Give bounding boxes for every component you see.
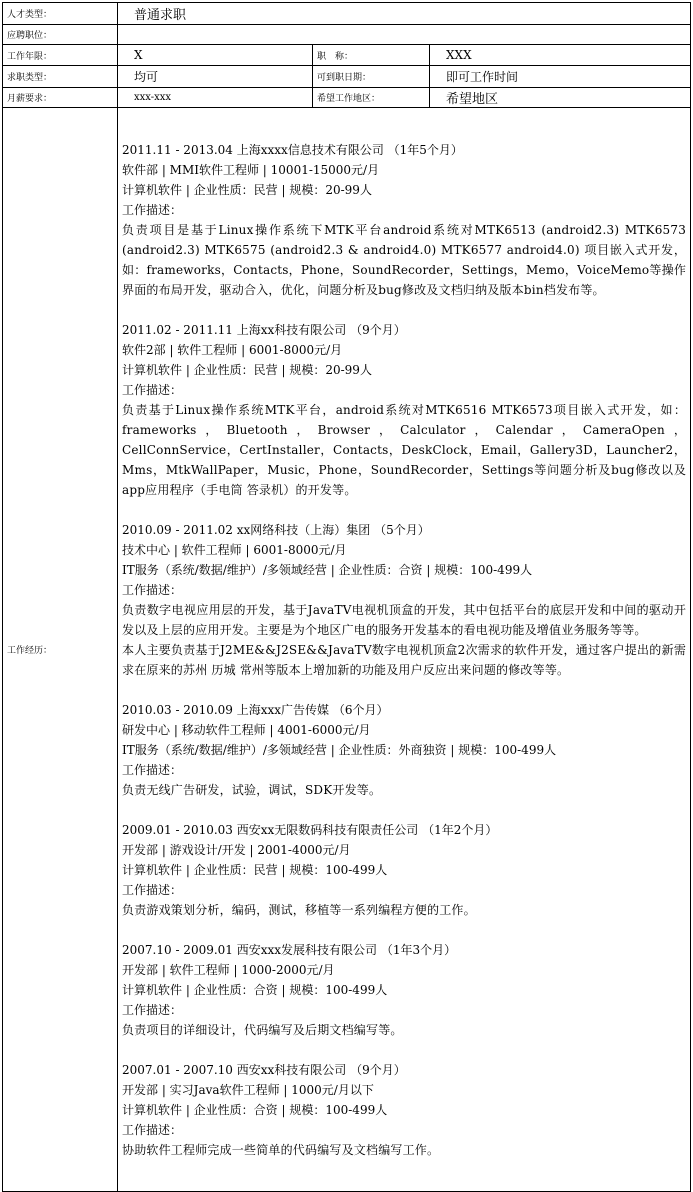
job-header: 2011.11 - 2013.04 上海xxxx信息技术有限公司 （1年5个月） bbox=[122, 142, 463, 157]
job-company-info: 计算机软件 | 企业性质：合资 | 规模：100-499人 bbox=[122, 1102, 388, 1117]
row-work-experience bbox=[3, 108, 691, 1192]
job-header: 2007.01 - 2007.10 西安xx科技有限公司 （9个月） bbox=[122, 1062, 406, 1077]
job-desc: 负责项目的详细设计，代码编写及后期文档编写等。 bbox=[122, 1022, 403, 1037]
job-desc-title: 工作描述： bbox=[122, 762, 183, 777]
job-company-info: IT服务（系统/数据/维护）/多领域经营 | 企业性质：外商独资 | 规模：100-499人 bbox=[122, 742, 557, 757]
job-desc-title: 工作描述： bbox=[122, 1002, 183, 1017]
available-date-label: 可到职日期： bbox=[313, 66, 430, 88]
work-years-value: X bbox=[118, 45, 313, 66]
job-header: 2007.10 - 2009.01 西安xxx发展科技有限公司 （1年3个月） bbox=[122, 942, 457, 957]
preferred-region-value: 希望地区 bbox=[430, 88, 691, 108]
job-desc: 本人主要负责基于J2ME&&J2SE&&JavaTV数字电视机顶盒2次需求的软件开发，通过客户提出的新需求在原来的苏州 历城 常州等版本上增加新的功能及用户反应出来问题的修改等等。 bbox=[122, 642, 687, 677]
job-header: 2010.03 - 2010.09 上海xxx广告传媒 （6个月） bbox=[122, 702, 389, 717]
title-value: XXX bbox=[430, 45, 691, 66]
job-company-info: 计算机软件 | 企业性质：民营 | 规模：20-99人 bbox=[122, 362, 372, 377]
preferred-region-label: 希望工作地区： bbox=[313, 88, 430, 108]
job-entry bbox=[122, 700, 686, 800]
job-header: 2011.02 - 2011.11 上海xx科技有限公司 （9个月） bbox=[122, 322, 406, 337]
title-label: 职 称： bbox=[313, 45, 430, 66]
job-type-value: 均可 bbox=[118, 66, 313, 88]
job-company-info: 计算机软件 | 企业性质：合资 | 规模：100-499人 bbox=[122, 982, 388, 997]
job-desc: 负责基于Linux操作系统MTK平台，android系统对MTK6516 MTK6573项目嵌入式开发，如：frameworks，Bluetooth，Browser，Calculator，Calendar，CameraOpen，CellConnService，CertInstaller，Contacts，DeskClock，Email，Gallery3D，Launcher2，Mms，MtkWallPaper，Music，Phone，SoundRecorder，Settings等问题分析及bug修改以及app应用程序（手电筒 答录机）的开发等。 bbox=[122, 402, 687, 497]
resume-table bbox=[2, 2, 691, 1192]
job-entry bbox=[122, 520, 686, 680]
job-entry bbox=[122, 940, 686, 1040]
job-company-info: 计算机软件 | 企业性质：民营 | 规模：20-99人 bbox=[122, 182, 372, 197]
job-desc-title: 工作描述： bbox=[122, 882, 183, 897]
job-desc: 负责数字电视应用层的开发，基于JavaTV电视机顶盒的开发，其中包括平台的底层开发和中间的驱动开发以及上层的应用开发。主要是为个地区广电的服务开发基本的看电视功能及增值业务服务等等。 bbox=[122, 602, 687, 637]
job-position: 开发部 | 实习Java软件工程师 | 1000元/月以下 bbox=[122, 1082, 374, 1097]
applied-position-value bbox=[118, 25, 691, 45]
job-position: 开发部 | 软件工程师 | 1000-2000元/月 bbox=[122, 962, 335, 977]
row-salary bbox=[3, 88, 691, 108]
talent-type-label: 人才类型： bbox=[3, 3, 118, 25]
job-type-label: 求职类型： bbox=[3, 66, 118, 88]
job-entry bbox=[122, 140, 686, 300]
job-position: 软件部 | MMI软件工程师 | 10001-15000元/月 bbox=[122, 162, 380, 177]
job-desc-title: 工作描述： bbox=[122, 382, 183, 397]
job-position: 软件2部 | 软件工程师 | 6001-8000元/月 bbox=[122, 342, 343, 357]
row-applied-position bbox=[3, 25, 691, 45]
job-desc: 负责无线广告研发，试验，调试，SDK开发等。 bbox=[122, 782, 382, 797]
job-header: 2010.09 - 2011.02 xx网络科技（上海）集团 （5个月） bbox=[122, 522, 430, 537]
job-desc-title: 工作描述： bbox=[122, 202, 183, 217]
salary-label: 月薪要求： bbox=[3, 88, 118, 108]
job-desc: 负责游戏策划分析，编码，测试，移植等一系列编程方便的工作。 bbox=[122, 902, 476, 917]
job-entry bbox=[122, 820, 686, 920]
job-entry bbox=[122, 1060, 686, 1160]
salary-value: xxx-xxx bbox=[118, 88, 313, 108]
row-work-years bbox=[3, 45, 691, 66]
job-desc: 协助软件工程师完成一些简单的代码编写及文档编写工作。 bbox=[122, 1142, 440, 1157]
job-position: 研发中心 | 移动软件工程师 | 4001-6000元/月 bbox=[122, 722, 371, 737]
work-years-label: 工作年限： bbox=[3, 45, 118, 66]
row-talent-type bbox=[3, 3, 691, 25]
work-experience-label: 工作经历： bbox=[3, 108, 118, 1192]
applied-position-label: 应聘职位： bbox=[3, 25, 118, 45]
job-header: 2009.01 - 2010.03 西安xx无限数码科技有限责任公司 （1年2个月） bbox=[122, 822, 498, 837]
job-position: 技术中心 | 软件工程师 | 6001-8000元/月 bbox=[122, 542, 347, 557]
row-job-type bbox=[3, 66, 691, 88]
job-desc-title: 工作描述： bbox=[122, 582, 183, 597]
talent-type-value: 普通求职 bbox=[118, 3, 691, 25]
job-position: 开发部 | 游戏设计/开发 | 2001-4000元/月 bbox=[122, 842, 351, 857]
work-experience-content bbox=[118, 108, 691, 1192]
available-date-value: 即可工作时间 bbox=[430, 66, 691, 88]
job-desc: 负责项目是基于Linux操作系统下MTK平台android系统对MTK6513 (android2.3) MTK6573 (android2.3) MTK6575 (android2.3 & android4.0) MTK6577 android4.0) 项目嵌入式开发，如：frameworks，Contacts，Phone，SoundRecorder，Settings，Memo，VoiceMemo等操作界面的布局开发，驱动合入，优化，问题分析及bug修改及文档归纳及版本bin档发布等。 bbox=[122, 222, 687, 297]
job-company-info: IT服务（系统/数据/维护）/多领域经营 | 企业性质：合资 | 规模：100-499人 bbox=[122, 562, 533, 577]
job-desc-title: 工作描述： bbox=[122, 1122, 183, 1137]
job-company-info: 计算机软件 | 企业性质：民营 | 规模：100-499人 bbox=[122, 862, 388, 877]
job-entry bbox=[122, 320, 686, 500]
